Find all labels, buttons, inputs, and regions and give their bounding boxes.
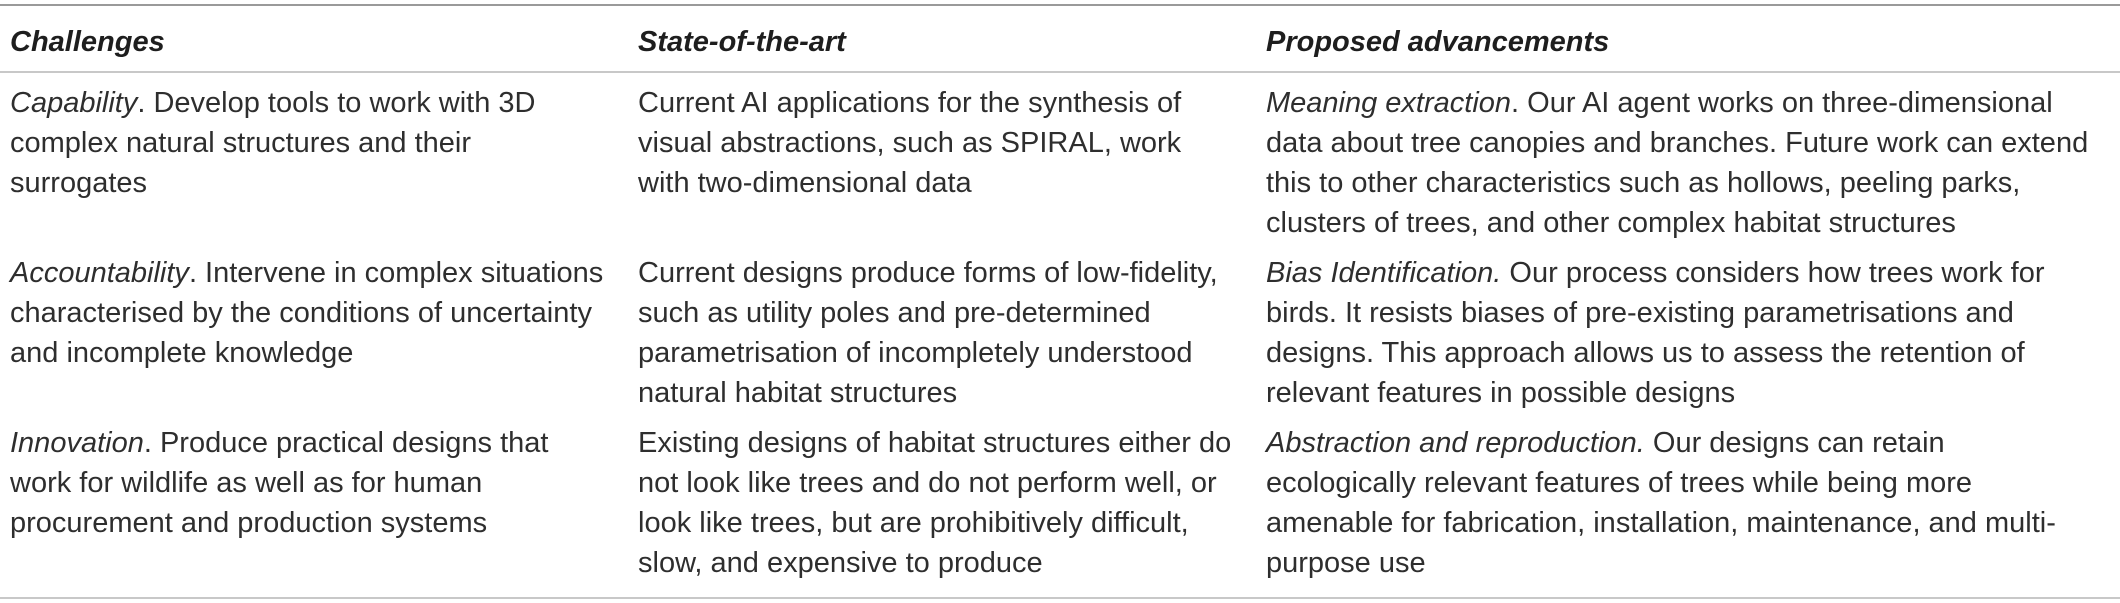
- proposed-text: . Our AI agent works on three-dimensional data about tree canopies and branches. Future work can extend this to other characteristics such as hollows, peeling parks, clusters of trees, and other complex habitat structures: [1266, 87, 2089, 239]
- cell-proposed: [1256, 72, 2120, 243]
- cell-state-of-the-art: Current AI applications for the synthesis of visual abstractions, such as SPIRAL, work with two-dimensional data: [638, 87, 1182, 199]
- cell-challenge: [0, 243, 628, 413]
- cell-challenge: [0, 413, 628, 598]
- table-body: [0, 72, 2120, 598]
- cell-proposed: [1256, 243, 2120, 413]
- comparison-table: [0, 4, 2120, 599]
- header-challenges: Challenges: [0, 5, 628, 72]
- proposed-text: Our designs can retain ecologically relevant features of trees while being more amenable for fabrication, installation, maintenance, and multi-purpose use: [1266, 427, 2056, 579]
- header-row: [0, 5, 2120, 72]
- proposed-term: Meaning extraction: [1266, 87, 1512, 119]
- table-row: [0, 243, 2120, 413]
- table-row: [0, 72, 2120, 243]
- challenge-text: . Produce practical designs that work for wildlife as well as for human procurement and production systems: [10, 427, 549, 539]
- header-state-of-the-art: State-of-the-art: [628, 5, 1256, 72]
- challenge-text: . Develop tools to work with 3D complex natural structures and their surrogates: [10, 87, 536, 199]
- cell-state-of-the-art: Current designs produce forms of low-fidelity, such as utility poles and pre-determined parametrisation of incompletely understood natural habitat structures: [638, 257, 1218, 409]
- header-proposed-advancements: Proposed advancements: [1256, 5, 2120, 72]
- proposed-term: Bias Identification.: [1266, 257, 1502, 289]
- table-row: [0, 413, 2120, 598]
- comparison-table-container: [0, 4, 2120, 599]
- table-header: [0, 5, 2120, 72]
- challenge-term: Capability: [10, 87, 138, 119]
- challenge-term: Accountability: [10, 257, 189, 289]
- challenge-text: . Intervene in complex situations characterised by the conditions of uncertainty and incomplete knowledge: [10, 257, 604, 369]
- cell-proposed: [1256, 413, 2120, 598]
- cell-state-of-the-art: Existing designs of habitat structures either do not look like trees and do not perform well, or look like trees, but are prohibitively difficult, slow, and expensive to produce: [628, 413, 1256, 598]
- cell-challenge: [0, 72, 628, 243]
- proposed-text: Our process considers how trees work for birds. It resists biases of pre-existing parametrisations and designs. This approach allows us to assess the retention of relevant features in possible designs: [1266, 257, 2045, 409]
- proposed-term: Abstraction and reproduction.: [1266, 427, 1645, 459]
- challenge-term: Innovation: [10, 427, 144, 459]
